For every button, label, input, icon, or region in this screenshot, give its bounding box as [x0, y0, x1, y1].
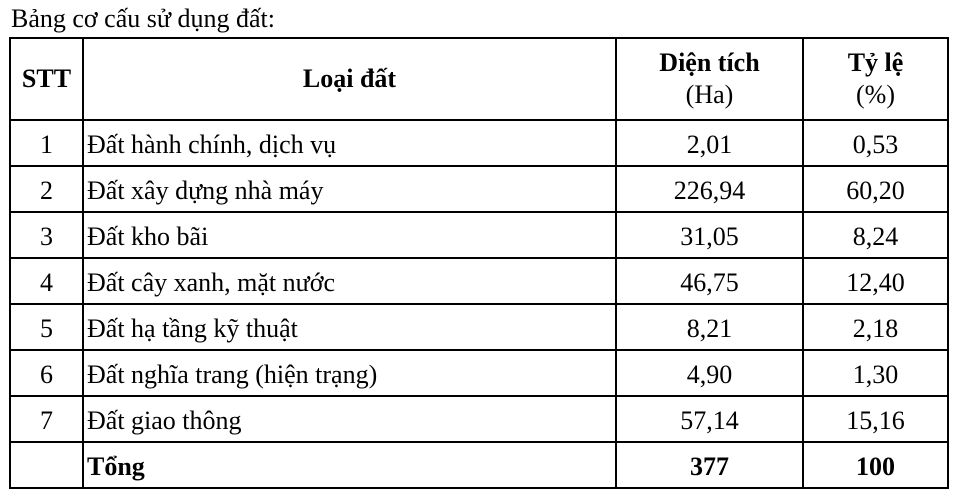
row-stt: 1: [10, 120, 83, 166]
row-land-name: Đất giao thông: [83, 396, 616, 442]
row-land-name: Đất xây dựng nhà máy: [83, 166, 616, 212]
row-area: 31,05: [616, 212, 803, 258]
row-stt: 4: [10, 258, 83, 304]
row-area: 226,94: [616, 166, 803, 212]
header-ratio: [803, 38, 948, 120]
row-land-name: Đất hạ tầng kỹ thuật: [83, 304, 616, 350]
row-stt: 5: [10, 304, 83, 350]
table-row: [10, 350, 948, 396]
row-ratio: 8,24: [803, 212, 948, 258]
header-ratio-unit: (%): [856, 80, 895, 109]
row-stt: 6: [10, 350, 83, 396]
total-area: 377: [616, 442, 803, 488]
table-row: [10, 212, 948, 258]
row-ratio: 1,30: [803, 350, 948, 396]
row-ratio: 2,18: [803, 304, 948, 350]
total-stt-empty: [10, 442, 83, 488]
header-stt: STT: [10, 38, 83, 120]
header-area-label: Diện tích: [659, 48, 760, 77]
total-ratio: 100: [803, 442, 948, 488]
table-caption: Bảng cơ cấu sử dụng đất:: [11, 4, 275, 33]
header-ratio-label: Tỷ lệ: [847, 48, 904, 77]
row-area: 46,75: [616, 258, 803, 304]
row-land-name: Đất kho bãi: [83, 212, 616, 258]
row-land-name: Đất nghĩa trang (hiện trạng): [83, 350, 616, 396]
row-stt: 2: [10, 166, 83, 212]
table-row: [10, 396, 948, 442]
table-row: [10, 304, 948, 350]
header-area: [616, 38, 803, 120]
row-ratio: 15,16: [803, 396, 948, 442]
row-stt: 3: [10, 212, 83, 258]
header-land-type: Loại đất: [83, 38, 616, 120]
row-area: 57,14: [616, 396, 803, 442]
row-land-name: Đất hành chính, dịch vụ: [83, 120, 616, 166]
total-row: [10, 442, 948, 488]
row-ratio: 0,53: [803, 120, 948, 166]
header-area-unit: (Ha): [685, 80, 734, 109]
header-row: [10, 38, 948, 120]
row-land-name: Đất cây xanh, mặt nước: [83, 258, 616, 304]
table-row: [10, 120, 948, 166]
table-row: [10, 166, 948, 212]
row-ratio: 12,40: [803, 258, 948, 304]
row-area: 4,90: [616, 350, 803, 396]
row-ratio: 60,20: [803, 166, 948, 212]
row-area: 8,21: [616, 304, 803, 350]
table-row: [10, 258, 948, 304]
total-label: Tổng: [83, 442, 616, 488]
land-use-table: [9, 37, 949, 489]
row-stt: 7: [10, 396, 83, 442]
row-area: 2,01: [616, 120, 803, 166]
